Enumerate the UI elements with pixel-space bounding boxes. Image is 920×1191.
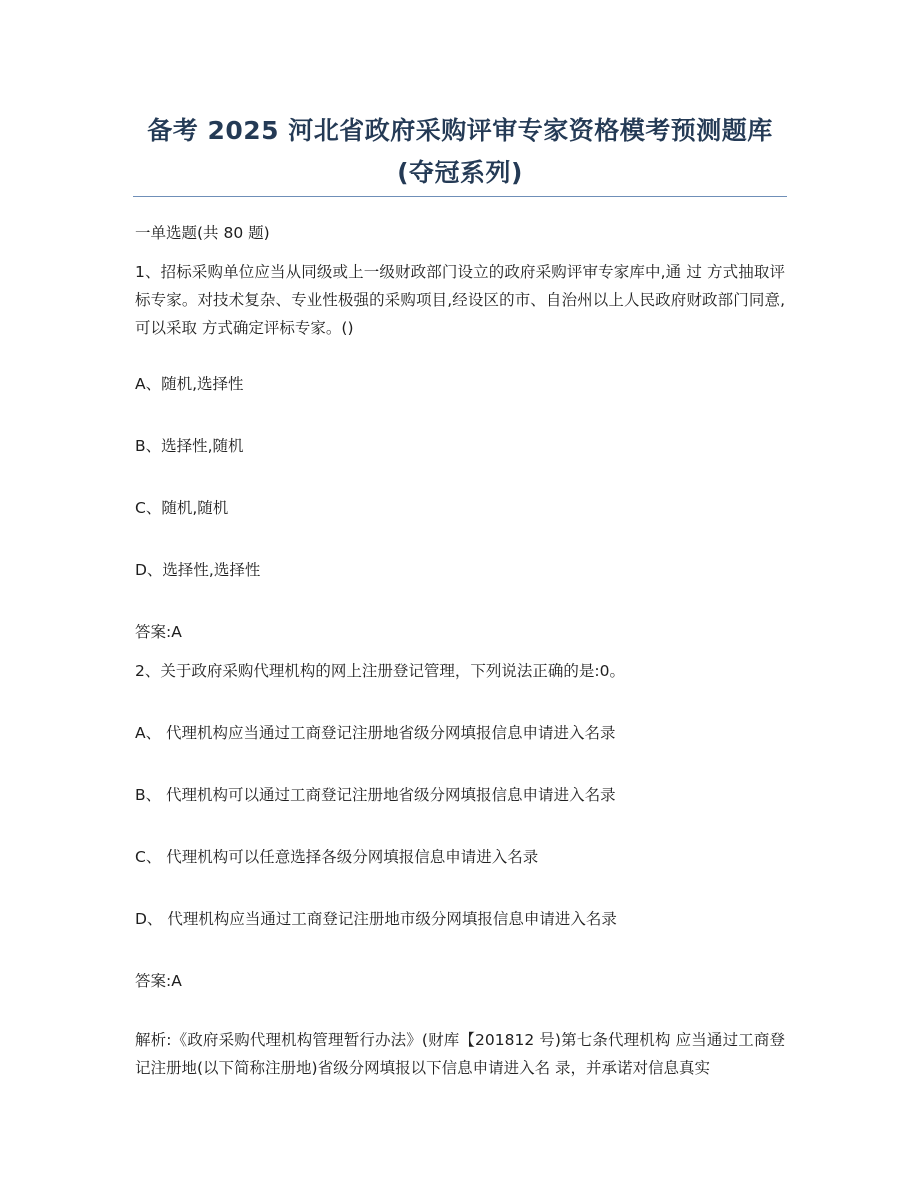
question-1-option-c: C、随机,随机 [135, 499, 229, 517]
question-2-stem: 2、关于政府采购代理机构的网上注册登记管理，下列说法正确的是:0。 [135, 662, 625, 680]
question-2-option-b: B、 代理机构可以通过工商登记注册地省级分网填报信息申请进入名录 [135, 786, 616, 804]
section-header: 一单选题(共 80 题) [135, 224, 270, 242]
question-2-option-d: D、 代理机构应当通过工商登记注册地市级分网填报信息申请进入名录 [135, 910, 617, 928]
question-2-analysis: 解析:《政府采购代理机构管理暂行办法》(财库【201812 号)第七条代理机构 应当通过工商登记注册地(以下简称注册地)省级分网填报以下信息申请进入名 录，并承诺对信息真实 [135, 1031, 785, 1077]
question-2-answer: 答案:A [135, 972, 182, 990]
title-divider [133, 196, 787, 197]
question-1-option-a: A、随机,选择性 [135, 375, 244, 393]
question-2-option-c: C、 代理机构可以任意选择各级分网填报信息申请进入名录 [135, 848, 539, 866]
question-1-answer: 答案:A [135, 623, 182, 641]
question-1-stem: 1、招标采购单位应当从同级或上一级财政部门设立的政府采购评审专家库中,通 过 方式抽取评标专家。对技术复杂、专业性极强的采购项目,经设区的市、自治州以上人民政府财政部门同意,可以采取 方式确定评标专家。() [135, 263, 785, 337]
question-1-option-d: D、选择性,选择性 [135, 561, 261, 579]
question-1-option-b: B、选择性,随机 [135, 437, 244, 455]
document-title: 备考 2025 河北省政府采购评审专家资格模考预测题库(夺冠系列) [147, 116, 773, 187]
question-2-option-a: A、 代理机构应当通过工商登记注册地省级分网填报信息申请进入名录 [135, 724, 616, 742]
